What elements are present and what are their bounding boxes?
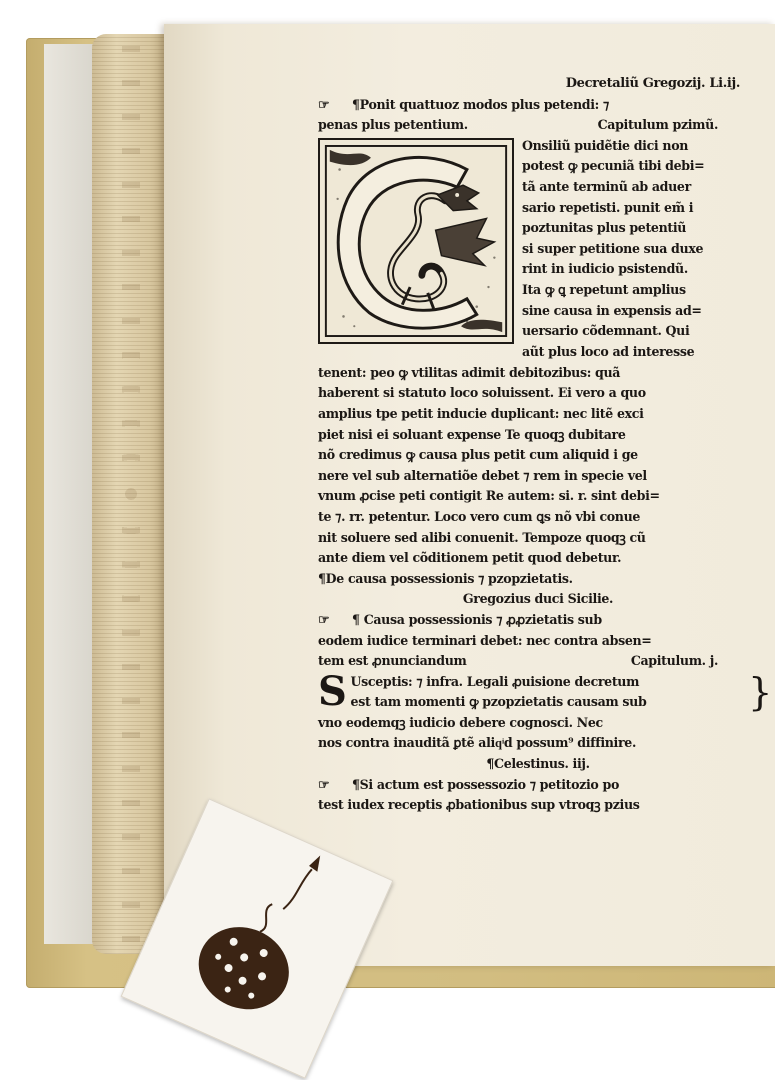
- rubric-line: ☞ ¶Ponit quattuoz modos plus petendi: ⁊: [318, 95, 758, 116]
- rubric-line: tem est ꝓnunciandum Capitulum. j.: [318, 653, 718, 669]
- dragon-initial-image: [320, 140, 512, 342]
- pilcrow-icon: ¶: [318, 570, 326, 586]
- text-line: Usceptis: ⁊ infra. Legali ꝓuisione decretum: [350, 673, 640, 689]
- initial-s: S: [318, 667, 347, 715]
- text-line: tã ante terminũ ab aduer: [522, 178, 691, 194]
- pilcrow-icon: ¶: [352, 776, 360, 792]
- text-line: vno eodemqꝫ iudicio debere cognosci. Nec: [318, 714, 603, 730]
- page-edges: [92, 34, 174, 954]
- text-line: nos contra inauditã ꝑtẽ aliqͥd possum⁹ diffinire.: [318, 735, 636, 751]
- text-line: amplius tpe petit inducie duplicant: nec litẽ exci: [318, 405, 644, 421]
- text-line: nit soluere sed alibi conuenit. Tempoze quoqꝫ cũ: [318, 529, 646, 545]
- historiated-initial-c-dragon: [318, 138, 514, 344]
- author-heading: ¶Celestinus. iij.: [486, 756, 590, 772]
- text-line: vnum ꝓcise peti contigit Re autem: si. r. sint debi=: [318, 488, 660, 504]
- pilcrow-icon: ¶: [486, 756, 495, 772]
- pilcrow-icon: ¶: [352, 96, 360, 112]
- author-heading: Gregozius duci Sicilie.: [462, 591, 614, 607]
- text-line: piet nisi ei soluant expense Te quoqꝫ dubitare: [318, 426, 626, 442]
- text-line: ante diem vel cõditionem petit quod debetur.: [318, 550, 622, 566]
- text-line: sine causa in expensis ad=: [522, 302, 702, 318]
- chapter-title: ¶De causa possessionis ⁊ pzopzietatis.: [318, 570, 573, 586]
- text-line: tenent: peo ꝙ vtilitas adimit debitozibus: quã: [318, 364, 621, 380]
- text-line: Ita ꝙ ꝗ repetunt amplius: [522, 281, 686, 297]
- text-line: Onsiliũ puidẽtie dici non: [522, 137, 689, 153]
- rubric-line: eodem iudice terminari debet: nec contra absen=: [318, 632, 652, 648]
- rubric-line: ☞ ¶Si actum est possessozio ⁊ petitozio po: [318, 775, 758, 796]
- pilcrow-icon: ¶: [352, 611, 364, 627]
- text-line: aũt plus loco ad interesse: [522, 343, 695, 359]
- text-block: [318, 74, 772, 816]
- wrapped-text: [522, 136, 758, 363]
- text-line: te ⁊. rr. petentur. Loco vero cum ꝗs nõ vbi conue: [318, 508, 641, 524]
- text-line: est tam momenti ꝙ pzopzietatis causam sub: [350, 694, 647, 710]
- text-line: nõ credimus ꝙ causa plus petit cum aliquid i ge: [318, 447, 638, 463]
- manicule-icon: ☞: [318, 97, 330, 113]
- text-line: poztunitas plus petentiũ: [522, 220, 687, 236]
- brace-mark: }: [748, 669, 772, 714]
- text-line: potest ꝙ pecuniã tibi debi=: [522, 158, 705, 174]
- dropcap-section: [318, 136, 758, 363]
- rubric-line: ☞ ¶ Causa possessionis ⁊ ꝓꝓzietatis sub: [318, 610, 758, 631]
- text-line: si super petitione sua duxe: [522, 240, 704, 256]
- rubric-line: test iudex receptis ꝓbationibus sup vtroqꝫ pzius: [318, 797, 640, 813]
- text-line: uersario cõdemnant. Qui: [522, 323, 690, 339]
- text-line: rint in iudicio psistendũ.: [522, 261, 688, 277]
- running-head: Decretaliũ Gregozij. Li.ij.: [565, 76, 740, 91]
- text-line: haberent si statuto loco soluissent. Ei vero a quo: [318, 385, 646, 401]
- manicule-icon: ☞: [318, 777, 330, 793]
- text-line: nere vel sub alternatiõe debet ⁊ rem in specie vel: [318, 467, 647, 483]
- rubric-line: penas plus petentium. Capitulum pzimũ.: [318, 117, 718, 133]
- decretum-section: [318, 667, 772, 715]
- manicule-icon: ☞: [318, 612, 330, 628]
- cover-endpaper: [44, 44, 96, 944]
- text-line: sario repetisti. punit em̃ i: [522, 199, 694, 215]
